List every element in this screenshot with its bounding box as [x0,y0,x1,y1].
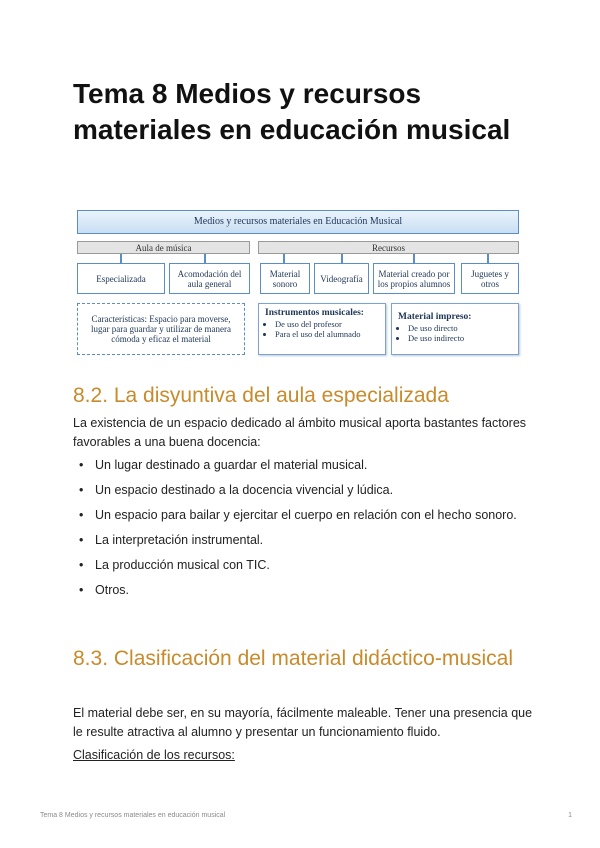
instruments-title: Instrumentos musicales: [265,308,364,318]
list-item [73,531,523,550]
list-item [73,456,523,475]
printed-item: • De uso directo [408,323,464,333]
list-item [73,556,523,575]
page-title: Tema 8 Medios y recursos materiales en educación musical [73,78,511,145]
bullet-icon: • [79,458,84,472]
connector-line [413,254,415,263]
instruments-item: • De uso del profesor [275,319,360,329]
bullet-icon: • [79,508,84,522]
diagram-left-item: Especializada [77,263,165,294]
bullet-icon: • [79,533,84,547]
list-item [73,481,523,500]
list-item-text: Otros. [95,583,130,597]
instruments-item: • Para el uso del alumnado [275,329,360,339]
diagram-right-item: Material sonoro [260,263,310,294]
section-8-2-intro: La existencia de un espacio dedicado al ámbito musical aporta bastantes factores favorables a una buena docencia: [73,416,527,449]
printed-item: • De uso indirecto [408,333,464,343]
connector-line [204,254,206,263]
bullet-icon: • [79,558,84,572]
diagram-characteristics: Características: Espacio para moverse, lugar para guardar y utilizar de manera cómoda y eficaz el material [77,303,245,355]
printed-title: Material impreso: [398,312,472,322]
list-item-text: Un lugar destinado a guardar el material musical. [95,458,368,472]
list-item-text: La interpretación instrumental. [95,533,264,547]
diagram-right-item: Videografía [314,263,369,294]
resources-diagram [77,210,519,360]
section-heading-8-2: 8.2. La disyuntiva del aula especializada [73,384,449,407]
section-heading-8-3: 8.3. Clasificación del material didáctico-musical [73,647,514,670]
list-item-text: La producción musical con TIC. [95,558,270,572]
list-item [73,506,523,525]
diagram-right-item: Juguetes y otros [461,263,519,294]
bullet-list [73,456,523,606]
diagram-instruments-panel [258,303,386,355]
diagram-left-item: Acomodación del aula general [169,263,250,294]
footer-text: Tema 8 Medios y recursos materiales en educación musical [40,812,226,819]
diagram-right-header: Recursos [258,241,519,254]
subheading: Clasificación de los recursos: [73,748,235,762]
list-item-text: Un espacio para bailar y ejercitar el cuerpo en relación con el hecho sonoro. [95,508,517,522]
diagram-title: Medios y recursos materiales en Educación Musical [77,210,519,234]
connector-line [120,254,122,263]
list-item-text: Un espacio destinado a la docencia vivencial y lúdica. [95,483,394,497]
diagram-left-header: Aula de música [77,241,250,254]
connector-line [487,254,489,263]
diagram-right-item: Material creado por los propios alumnos [373,263,455,294]
bullet-icon: • [79,483,84,497]
diagram-printed-panel [391,303,519,355]
section-8-3-intro: El material debe ser, en su mayoría, fácilmente maleable. Tener una presencia que le resulte atractiva al alumno y presentar un funcionamiento fluido. [73,706,533,739]
page-number: 1 [568,812,572,819]
connector-line [341,254,343,263]
bullet-icon: • [79,583,84,597]
list-item [73,581,523,600]
connector-line [283,254,285,263]
